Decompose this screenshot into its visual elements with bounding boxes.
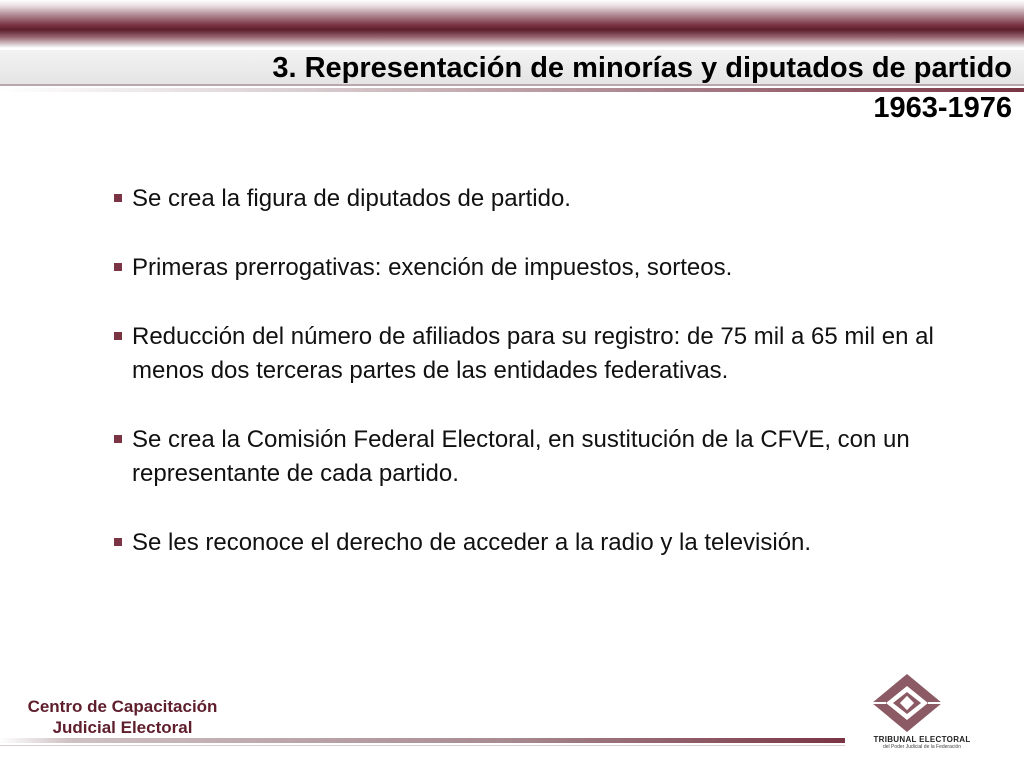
bullet-text: Se crea la Comisión Federal Electoral, en sustitución de la CFVE, con un representante de cada partido. <box>132 426 910 487</box>
bullet-text: Se les reconoce el derecho de acceder a la radio y la televisión. <box>132 529 812 556</box>
bullet-item <box>112 320 992 388</box>
bullet-item <box>112 251 992 285</box>
bullet-text: Primeras prerrogativas: exención de impuestos, sorteos. <box>132 254 733 281</box>
footer-org-line-1: Centro de Capacitación <box>27 697 218 716</box>
logo-subtitle: del Poder Judicial de la Federación <box>882 744 962 750</box>
page-subtitle: 1963-1976 <box>873 92 1012 124</box>
logo-mark-icon <box>862 672 982 734</box>
page-title: 3. Representación de minorías y diputados de partido <box>272 52 1012 84</box>
square-bullet-icon <box>114 332 122 340</box>
footer-divider <box>0 738 845 743</box>
square-bullet-icon <box>114 435 122 443</box>
square-bullet-icon <box>114 538 122 546</box>
tribunal-electoral-logo <box>862 672 982 752</box>
bullet-item <box>112 423 992 491</box>
top-decorative-band <box>0 0 1024 48</box>
footer-org-line-2: Judicial Electoral <box>52 718 193 737</box>
footer-organization <box>10 696 235 738</box>
bullet-text: Se crea la figura de diputados de partido. <box>132 185 571 212</box>
logo-title: TRIBUNAL ELECTORAL <box>873 735 971 744</box>
square-bullet-icon <box>114 263 122 271</box>
square-bullet-icon <box>114 194 122 202</box>
bullet-item <box>112 526 992 560</box>
bullet-text: Reducción del número de afiliados para su registro: de 75 mil a 65 mil en al menos dos terceras partes de las entidades federativas. <box>132 323 934 384</box>
bullet-item <box>112 182 992 216</box>
bullet-list <box>112 182 992 560</box>
footer-thin-divider <box>0 745 845 746</box>
title-accent-divider <box>0 88 1024 92</box>
